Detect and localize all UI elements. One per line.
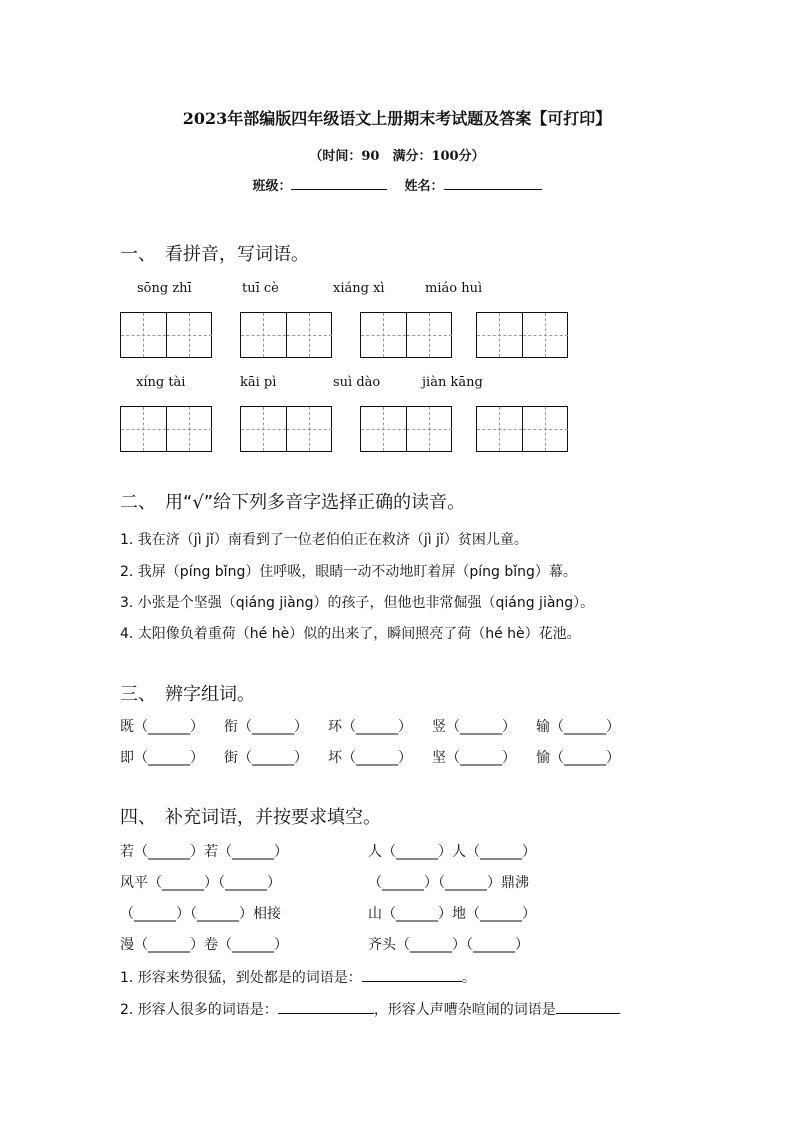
idiom-fill-item: 人（______）人（______） [368, 844, 536, 860]
pinyin-label: sōng zhī [137, 281, 192, 296]
pinyin-label: kāi pì [240, 375, 277, 390]
section4-heading: 四、 补充词语，并按要求填空。 [120, 807, 381, 828]
word-fill-item: 衔（______） [224, 719, 308, 735]
word-fill-item: 既（______） [120, 719, 204, 735]
writing-grid[interactable] [360, 406, 452, 452]
class-field[interactable] [291, 189, 387, 190]
pinyin-label: xiáng xì [333, 281, 385, 296]
name-field[interactable] [444, 189, 542, 190]
idiom-fill-item: （______）（______）相接 [120, 906, 281, 922]
question-text: 1. 形容来势很猛，到处都是的词语是： [120, 970, 362, 986]
idiom-fill-item: 漫（______）卷（______） [120, 937, 288, 953]
writing-grid[interactable] [476, 406, 568, 452]
question-line [120, 999, 620, 1019]
word-fill-item: 即（______） [120, 750, 204, 766]
question-line: 1. 我在济（jì jǐ）南看到了一位老伯伯正在救济（jì jǐ）贫困儿童。 [120, 532, 528, 548]
question-end: 。 [461, 970, 476, 986]
idiom-fill-item: （______）（______）鼎沸 [368, 875, 529, 891]
word-fill-item: 坏（______） [328, 750, 412, 766]
word-fill-item: 竖（______） [432, 719, 516, 735]
pinyin-label: miáo huì [425, 281, 483, 296]
word-fill-item: 街（______） [224, 750, 308, 766]
word-fill-item: 输（______） [536, 719, 620, 735]
idiom-fill-item: 若（______）若（______） [120, 844, 288, 860]
section3-heading: 三、 辨字组词。 [120, 684, 255, 705]
class-label: 班级： [252, 179, 292, 194]
pinyin-label: tuī cè [242, 281, 279, 296]
writing-grid[interactable] [120, 312, 212, 358]
word-fill-item: 坚（______） [432, 750, 516, 766]
writing-grid[interactable] [240, 406, 332, 452]
question-line [120, 967, 476, 987]
idiom-fill-item: 山（______）地（______） [368, 906, 536, 922]
pinyin-label: xíng tài [136, 375, 186, 390]
answer-blank[interactable] [278, 1013, 374, 1014]
writing-grid[interactable] [360, 312, 452, 358]
page-title: 2023年部编版四年级语文上册期末考试题及答案【可打印】 [182, 109, 612, 128]
writing-grid[interactable] [476, 312, 568, 358]
idiom-fill-item: 齐头（______）（______） [368, 937, 529, 953]
student-info [0, 175, 794, 194]
exam-time-score: （时间：90 满分：100分） [309, 149, 485, 164]
name-label: 姓名： [404, 179, 444, 194]
answer-blank[interactable] [362, 981, 462, 982]
idiom-fill-item: 风平（______）（______） [120, 875, 281, 891]
pinyin-label: suì dào [333, 375, 381, 390]
writing-grid[interactable] [120, 406, 212, 452]
question-line: 3. 小张是个坚强（qiáng jiàng）的孩子，但他也非常倔强（qiáng jiàng）。 [120, 595, 595, 611]
writing-grid[interactable] [240, 312, 332, 358]
pinyin-label: jiàn kāng [422, 375, 483, 390]
section2-heading: 二、 用“√”给下列多音字选择正确的读音。 [120, 492, 466, 513]
question-line: 2. 我屏（píng bǐng）住呼吸，眼睛一动不动地盯着屏（píng bǐng）幕。 [120, 564, 577, 580]
question-text: ，形容人声嘈杂喧闹的词语是 [373, 1002, 556, 1018]
question-line: 4. 太阳像负着重荷（hé hè）似的出来了，瞬间照亮了荷（hé hè）花池。 [120, 626, 581, 642]
section1-heading: 一、 看拼音，写词语。 [120, 244, 309, 265]
word-fill-item: 环（______） [328, 719, 412, 735]
question-text: 2. 形容人很多的词语是： [120, 1002, 278, 1018]
word-fill-item: 愉（______） [536, 750, 620, 766]
answer-blank[interactable] [556, 1013, 620, 1014]
